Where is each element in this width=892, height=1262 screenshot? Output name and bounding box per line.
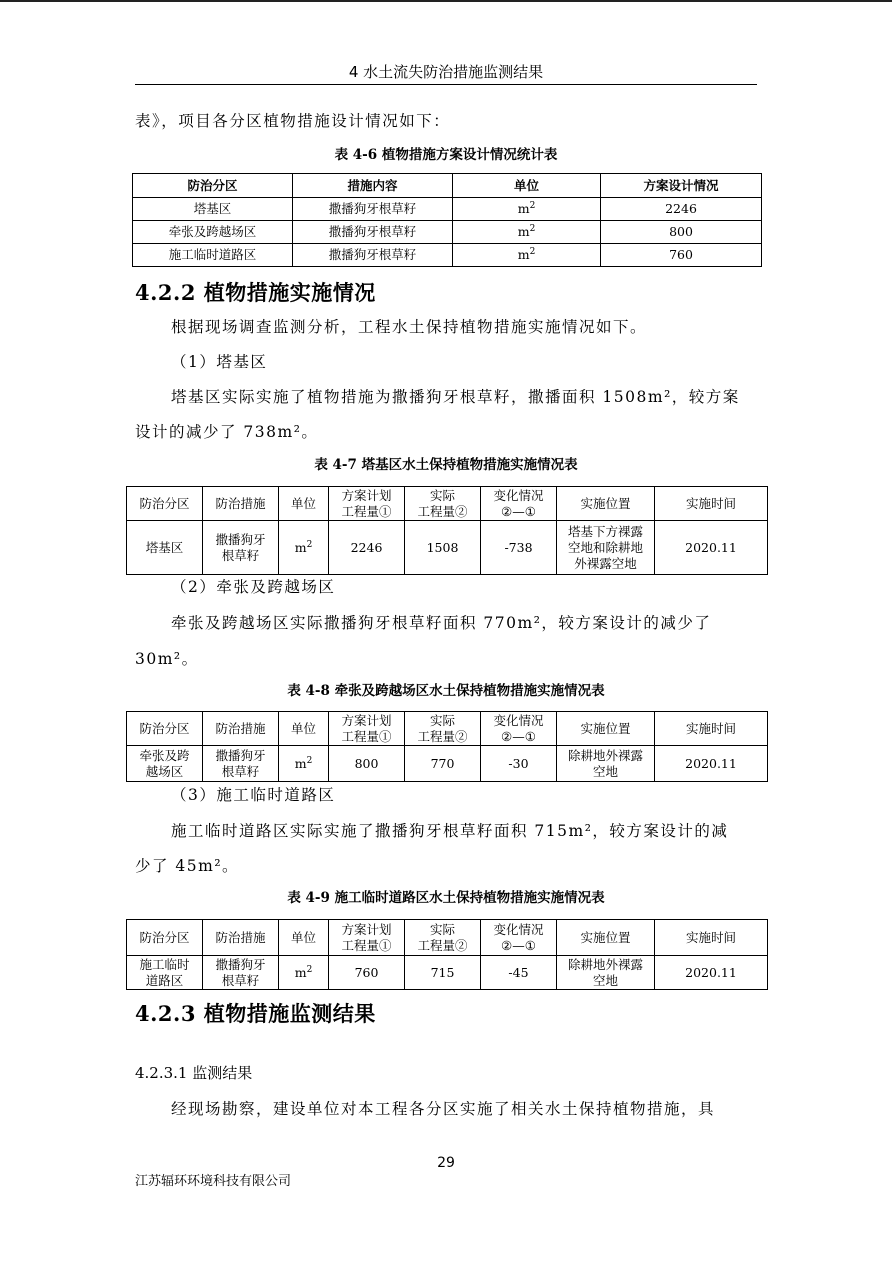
table-4-8 bbox=[126, 711, 768, 782]
cell-line: 空地 bbox=[592, 972, 618, 988]
header-line: 实际 bbox=[429, 921, 455, 937]
page-number: 29 bbox=[437, 1155, 455, 1171]
unit-text: m bbox=[294, 755, 307, 771]
subsection-heading-4-2-3-1: 4.2.3.1 监测结果 bbox=[135, 1064, 253, 1082]
header-line: 工程量② bbox=[417, 728, 468, 744]
header-line: 变化情况 bbox=[493, 712, 544, 728]
table-cell: -45 bbox=[481, 956, 557, 990]
unit-text: m bbox=[517, 247, 530, 262]
header-line: ②—① bbox=[501, 728, 536, 744]
page-header-title: 4 水土流失防治措施监测结果 bbox=[348, 63, 544, 81]
cell-line: 除耕地外裸露 bbox=[567, 747, 643, 763]
unit-text: m bbox=[517, 201, 530, 216]
cell-line: 撒播狗牙 bbox=[215, 956, 266, 972]
table-cell: -738 bbox=[481, 521, 557, 575]
section-heading-4-2-3: 4.2.3 植物措施监测结果 bbox=[135, 1001, 376, 1026]
unit-text: m bbox=[294, 539, 307, 555]
paragraph-line: 设计的减少了 738m²。 bbox=[135, 423, 319, 441]
table-cell: 800 bbox=[329, 746, 405, 782]
header-line: 工程量① bbox=[341, 937, 392, 953]
table-header-cell: 实施时间 bbox=[655, 712, 768, 746]
subsection-temp-road: （3）施工临时道路区 bbox=[171, 786, 336, 804]
cell-line: 越场区 bbox=[145, 763, 184, 779]
table-header-cell: 单位 bbox=[279, 712, 329, 746]
table-row bbox=[127, 956, 768, 990]
table-cell bbox=[557, 521, 655, 575]
header-line: 工程量② bbox=[417, 503, 468, 519]
table-cell: 770 bbox=[405, 746, 481, 782]
table-cell bbox=[127, 956, 203, 990]
table-header-cell: 实施位置 bbox=[557, 920, 655, 956]
table-cell: $m^2$ bbox=[279, 746, 329, 782]
table-cell: 2246 bbox=[329, 521, 405, 575]
header-line: ②—① bbox=[501, 503, 536, 519]
table-cell bbox=[203, 956, 279, 990]
table-header-cell: 防治分区 bbox=[133, 174, 293, 198]
table-cell: 塔基区 bbox=[133, 198, 293, 221]
table-cell: $m^2$ bbox=[453, 198, 601, 221]
table-header-cell bbox=[329, 712, 405, 746]
header-line: 变化情况 bbox=[493, 487, 544, 503]
table-cell: 2020.11 bbox=[655, 521, 768, 575]
table-header-cell bbox=[329, 920, 405, 956]
cell-line: 塔基下方裸露 bbox=[567, 523, 643, 539]
header-line: 工程量① bbox=[341, 503, 392, 519]
table-cell: 1508 bbox=[405, 521, 481, 575]
table-4-9-caption: 表 4-9 施工临时道路区水土保持植物措施实施情况表 bbox=[287, 890, 605, 906]
section-intro-paragraph: 根据现场调查监测分析，工程水土保持植物措施实施情况如下。 bbox=[171, 318, 648, 336]
table-cell: 2020.11 bbox=[655, 746, 768, 782]
table-header-cell: 实施时间 bbox=[655, 487, 768, 521]
table-cell: $m^2$ bbox=[453, 244, 601, 267]
table-4-6 bbox=[132, 173, 762, 267]
table-header-cell: 实施位置 bbox=[557, 487, 655, 521]
table-header-cell: 单位 bbox=[279, 487, 329, 521]
header-line: 变化情况 bbox=[493, 921, 544, 937]
table-cell: $m^2$ bbox=[453, 221, 601, 244]
table-cell: 撒播狗牙根草籽 bbox=[293, 221, 453, 244]
table-row bbox=[127, 521, 768, 575]
paragraph-line: 塔基区实际实施了植物措施为撒播狗牙根草籽，撒播面积 1508m²，较方案 bbox=[171, 388, 740, 406]
table-header-cell bbox=[481, 487, 557, 521]
table-row bbox=[133, 221, 762, 244]
table-4-7 bbox=[126, 486, 768, 575]
table-cell: 施工临时道路区 bbox=[133, 244, 293, 267]
table-header-cell: 防治分区 bbox=[127, 920, 203, 956]
cell-line: 根草籽 bbox=[221, 547, 260, 563]
cell-line: 除耕地外裸露 bbox=[567, 956, 643, 972]
table-header-cell bbox=[481, 712, 557, 746]
table-header-cell: 防治分区 bbox=[127, 487, 203, 521]
cell-line: 撒播狗牙 bbox=[215, 531, 266, 547]
subsection-tension-site: （2）牵张及跨越场区 bbox=[171, 578, 336, 596]
table-cell bbox=[203, 746, 279, 782]
table-header-cell: 防治分区 bbox=[127, 712, 203, 746]
table-4-9 bbox=[126, 919, 768, 990]
paragraph-line: 少了 45m²。 bbox=[135, 857, 240, 875]
cell-line: 外裸露空地 bbox=[574, 555, 637, 571]
table-header-cell bbox=[405, 487, 481, 521]
top-border bbox=[0, 0, 892, 2]
table-cell bbox=[203, 521, 279, 575]
header-rule bbox=[135, 84, 757, 85]
table-header-cell bbox=[481, 920, 557, 956]
table-cell: -30 bbox=[481, 746, 557, 782]
table-cell: 塔基区 bbox=[127, 521, 203, 575]
header-line: 工程量② bbox=[417, 937, 468, 953]
paragraph-line: 30m²。 bbox=[135, 650, 199, 668]
unit-text: m bbox=[294, 964, 307, 980]
table-cell: 800 bbox=[601, 221, 762, 244]
table-header-cell bbox=[405, 920, 481, 956]
table-header-cell: 防治措施 bbox=[203, 712, 279, 746]
paragraph-line: 经现场勘察，建设单位对本工程各分区实施了相关水土保持植物措施，具 bbox=[171, 1100, 716, 1118]
header-line: 方案计划 bbox=[341, 921, 392, 937]
cell-line: 根草籽 bbox=[221, 763, 260, 779]
header-line: 方案计划 bbox=[341, 712, 392, 728]
table-cell: 牵张及跨越场区 bbox=[133, 221, 293, 244]
header-line: 工程量① bbox=[341, 728, 392, 744]
cell-line: 施工临时 bbox=[139, 956, 190, 972]
table-cell: 715 bbox=[405, 956, 481, 990]
unit-text: m bbox=[517, 224, 530, 239]
header-line: 实际 bbox=[429, 712, 455, 728]
table-cell: 撒播狗牙根草籽 bbox=[293, 244, 453, 267]
cell-line: 根草籽 bbox=[221, 972, 260, 988]
table-4-8-caption: 表 4-8 牵张及跨越场区水土保持植物措施实施情况表 bbox=[287, 683, 605, 699]
table-header-cell: 实施位置 bbox=[557, 712, 655, 746]
header-line: 方案计划 bbox=[341, 487, 392, 503]
table-row bbox=[133, 198, 762, 221]
table-cell: 撒播狗牙根草籽 bbox=[293, 198, 453, 221]
subsection-tower-base: （1）塔基区 bbox=[171, 353, 268, 371]
paragraph-line: 牵张及跨越场区实际撒播狗牙根草籽面积 770m²，较方案设计的减少了 bbox=[171, 614, 712, 632]
table-cell: 2246 bbox=[601, 198, 762, 221]
table-header-cell bbox=[329, 487, 405, 521]
table-cell: $m^2$ bbox=[279, 956, 329, 990]
intro-paragraph: 表》，项目各分区植物措施设计情况如下： bbox=[135, 112, 451, 130]
table-header-cell: 措施内容 bbox=[293, 174, 453, 198]
table-header-cell bbox=[405, 712, 481, 746]
cell-line: 道路区 bbox=[145, 972, 184, 988]
table-cell bbox=[557, 956, 655, 990]
table-header-cell: 实施时间 bbox=[655, 920, 768, 956]
cell-line: 空地和除耕地 bbox=[567, 539, 643, 555]
paragraph-line: 施工临时道路区实际实施了撒播狗牙根草籽面积 715m²，较方案设计的减 bbox=[171, 822, 729, 840]
table-cell: 760 bbox=[601, 244, 762, 267]
table-cell: 760 bbox=[329, 956, 405, 990]
cell-line: 牵张及跨 bbox=[139, 747, 190, 763]
footer-company: 江苏辐环环境科技有限公司 bbox=[135, 1174, 292, 1189]
table-header-cell: 单位 bbox=[453, 174, 601, 198]
table-header-cell: 单位 bbox=[279, 920, 329, 956]
table-4-7-caption: 表 4-7 塔基区水土保持植物措施实施情况表 bbox=[314, 457, 578, 473]
table-header-cell: 防治措施 bbox=[203, 920, 279, 956]
header-line: ②—① bbox=[501, 937, 536, 953]
cell-line: 空地 bbox=[592, 763, 618, 779]
table-4-6-caption: 表 4-6 植物措施方案设计情况统计表 bbox=[334, 147, 558, 163]
table-row bbox=[127, 746, 768, 782]
table-cell bbox=[557, 746, 655, 782]
table-cell bbox=[127, 746, 203, 782]
section-heading-4-2-2: 4.2.2 植物措施实施情况 bbox=[135, 280, 376, 305]
table-cell: $m^2$ bbox=[279, 521, 329, 575]
cell-line: 撒播狗牙 bbox=[215, 747, 266, 763]
table-row bbox=[133, 244, 762, 267]
table-header-cell: 防治措施 bbox=[203, 487, 279, 521]
table-cell: 2020.11 bbox=[655, 956, 768, 990]
table-header-cell: 方案设计情况 bbox=[601, 174, 762, 198]
header-line: 实际 bbox=[429, 487, 455, 503]
